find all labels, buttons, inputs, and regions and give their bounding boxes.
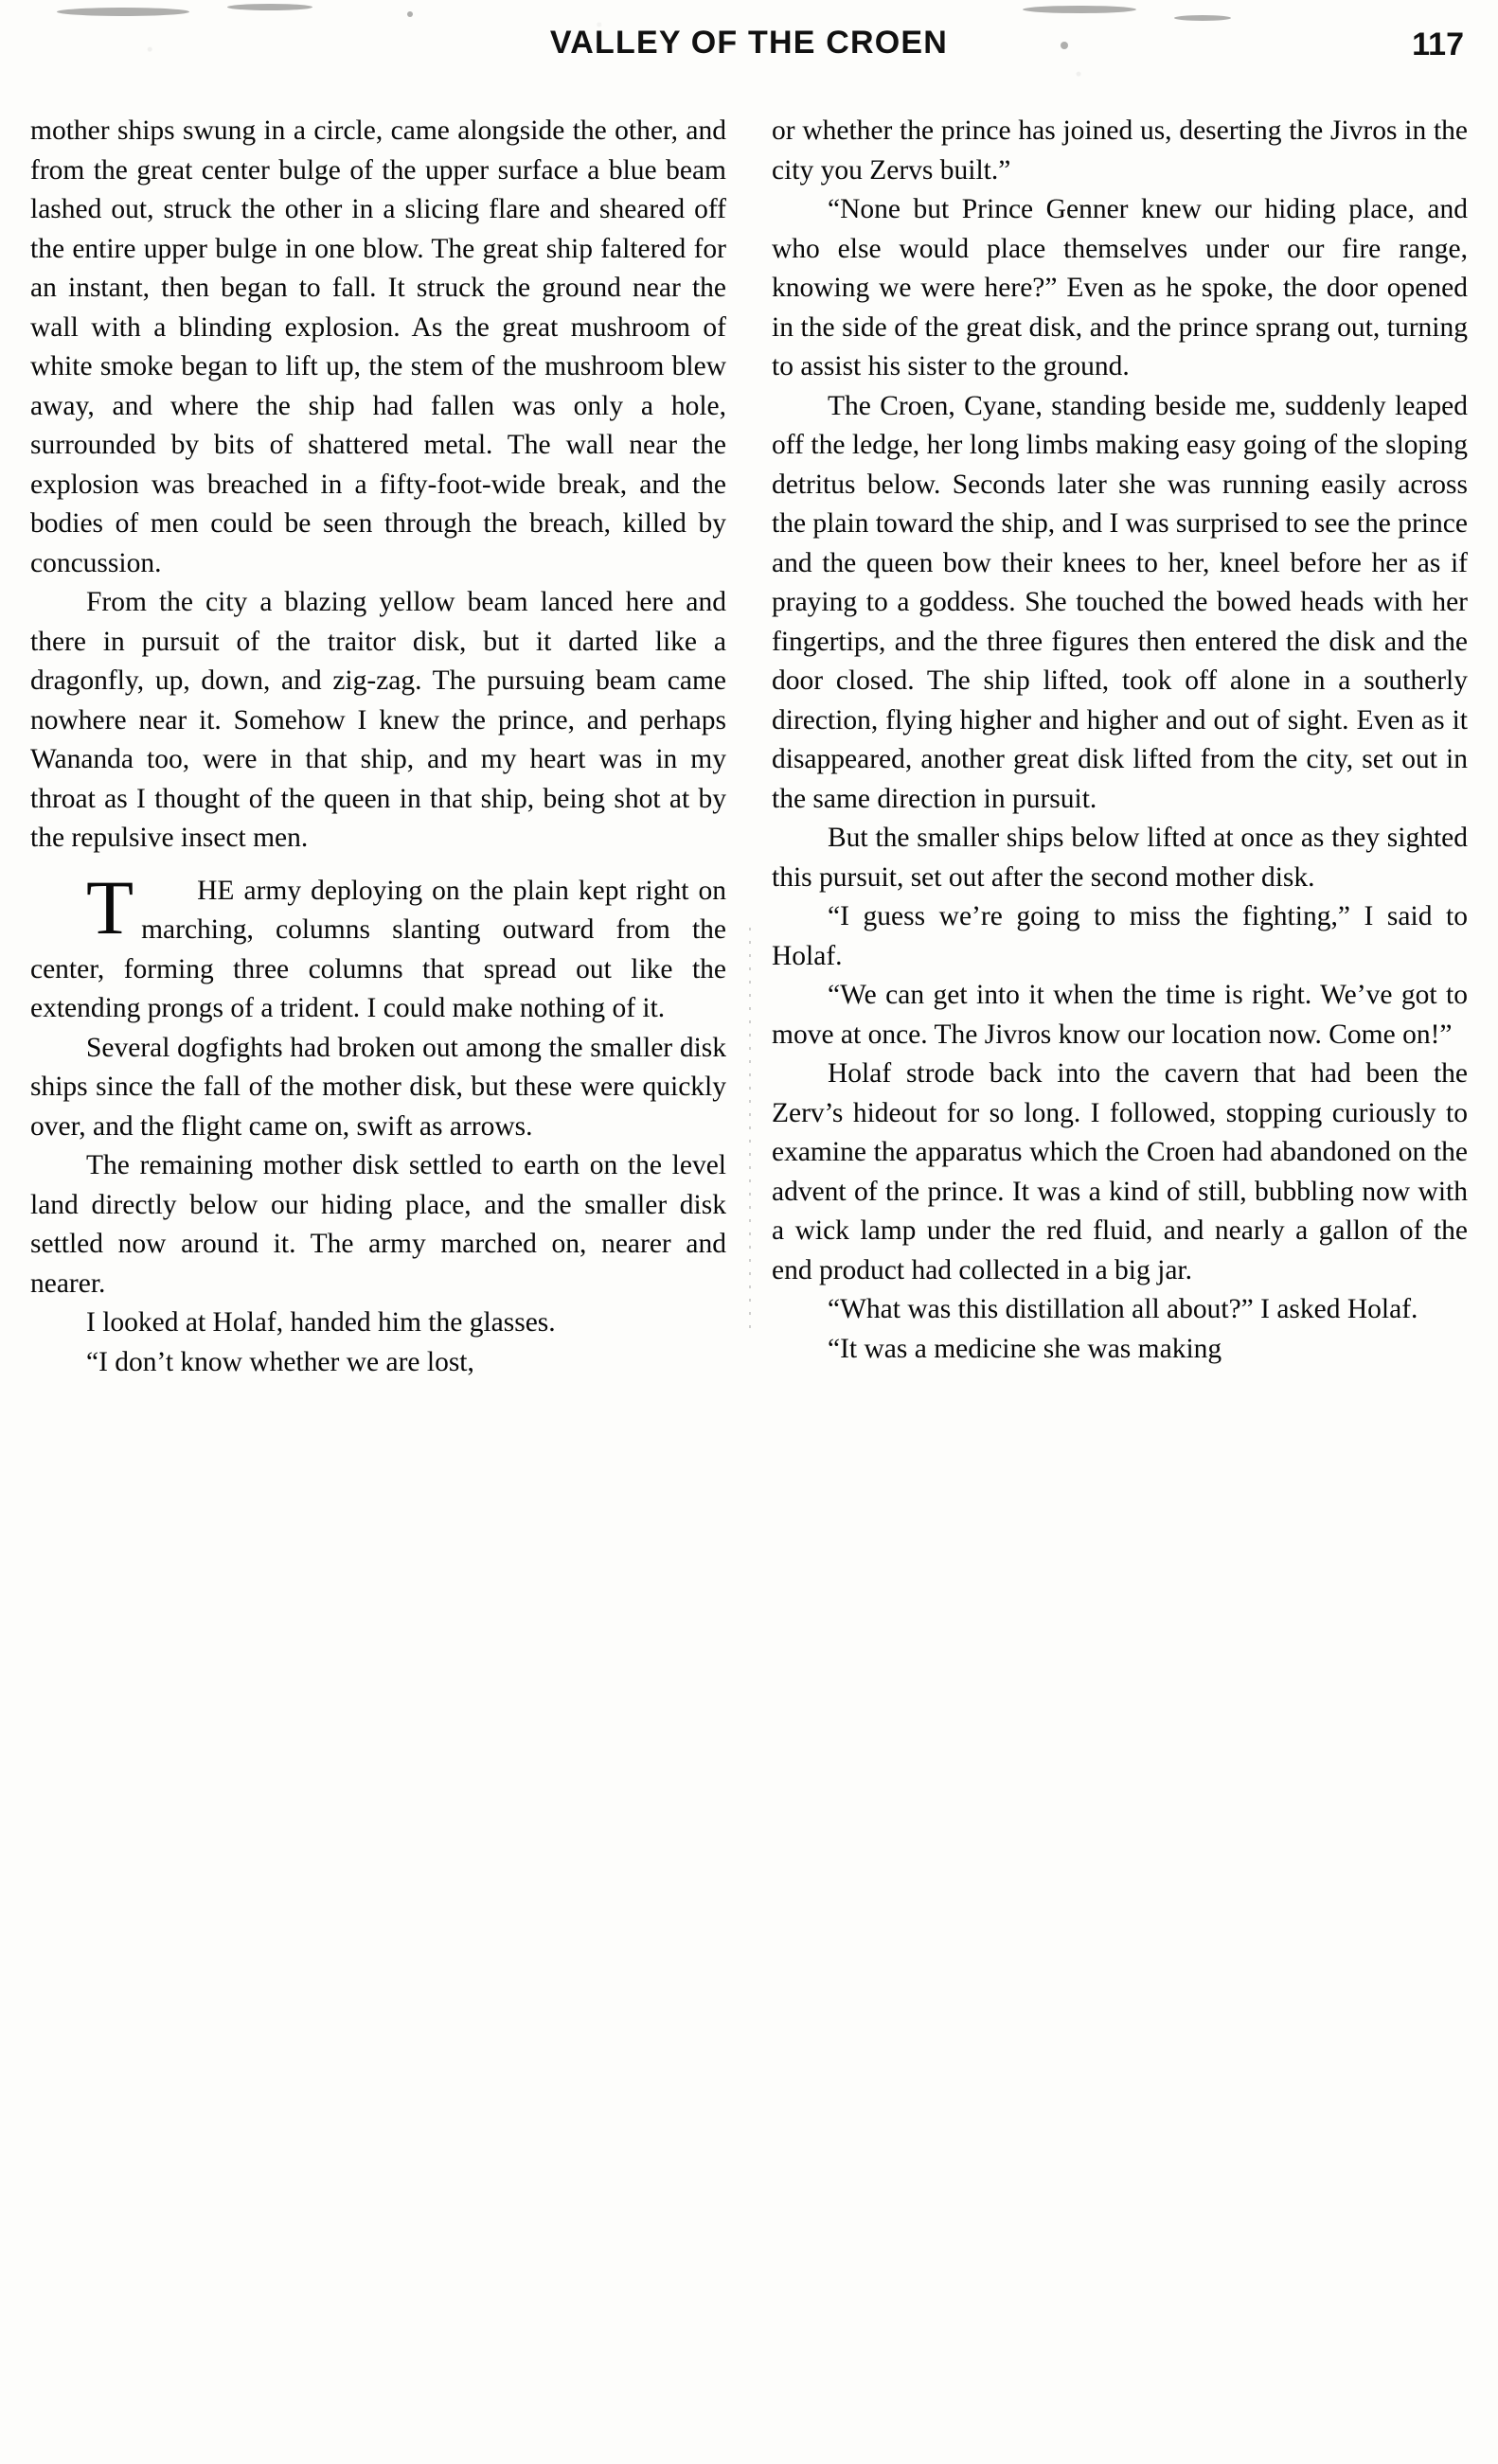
paragraph: mother ships swung in a circle, came alongside the other, and from the great center bulge of the upper surface a blue beam lashed out, struck the other in a slicing flare and sheared off the entire upper bulge in one blow. The great ship faltered for an instant, then began to fall. It struck the ground near the wall with a blinding explosion. As the great mushroom of white smoke began to lift up, the stem of the mushroom blew away, and where the ship had fallen was only a hole, surrounded by bits of shattered metal. The wall near the explosion was breached in a fifty-foot-wide break, and the bodies of men could be seen through the breach, killed by concussion. [30,115,726,578]
page-title: VALLEY OF THE CROEN [549,25,949,61]
paragraph [30,863,726,1029]
scan-speckle [407,11,413,17]
scan-speckle [1023,6,1136,13]
text-columns [30,112,1468,2447]
column-left [30,112,726,2447]
scan-speckle [227,4,312,10]
paragraph: “We can get into it when the time is right. We’ve got to move at once. The Jivros know our location now. Come on!” [772,980,1468,1050]
paragraph: “I guess we’re going to miss the fighting,” I said to Holaf. [772,901,1468,971]
scan-speckle [57,8,189,16]
paragraph: “None but Prince Genner knew our hiding place, and who else would place themselves under our fire range, knowing we were here?” Even as he spoke, the door opened in the side of the great disk, and the prince sprang out, turning to assist his sister to the ground. [772,194,1468,381]
small-caps-lead: HE [197,875,235,906]
scan-speckle [1174,15,1231,21]
paragraph: Holaf strode back into the cavern that had been the Zerv’s hideout for so long. I followed, stopping curiously to examine the apparatus which the Croen had abandoned on the advent of the prince. It was a kind of still, bubbling now with a wick lamp under the red fluid, and nearly a gallon of the end product had collected in a big jar. [772,1058,1468,1285]
paragraph: or whether the prince has joined us, deserting the Jivros in the city you Zervs built.” [772,115,1468,186]
paragraph: The remaining mother disk settled to earth on the level land directly below our hiding place, and the smaller disk settled now around it. The army marched on, nearer and nearer. [30,1150,726,1299]
paragraph-text: army deploying on the plain kept right on marching, columns slanting outward from the center, forming three columns that spread out like the extending prongs of a trident. I could make nothing of it. [30,875,726,1023]
running-header [0,25,1498,80]
paragraph: The Croen, Cyane, standing beside me, suddenly leaped off the ledge, her long limbs making easy going of the sloping detritus below. Seconds later she was running easily across the plain toward the ship, and I was surprised to see the prince and the queen bow their knees to her, kneel before her as if praying to a goddess. She touched the bowed heads with her fingertips, and the three figures then entered the disk and the door closed. The ship lifted, took off alone in a southerly direction, flying higher and higher and out of sight. Even as it disappeared, another great disk lifted from the city, set out in the same direction in pursuit. [772,390,1468,814]
paragraph: Several dogfights had broken out among the smaller disk ships since the fall of the mother disk, but these were quickly over, and the flight came on, swift as arrows. [30,1032,726,1142]
paragraph: “I don’t know whether we are lost, [86,1346,474,1377]
paragraph: “It was a medicine she was making [828,1333,1222,1364]
paragraph: I looked at Holaf, handed him the glasses. [86,1307,556,1338]
paragraph: “What was this distillation all about?” I asked Holaf. [828,1294,1418,1324]
page-number: 117 [1412,27,1464,62]
column-right [772,112,1468,2447]
drop-cap: T [86,863,134,950]
paragraph: From the city a blazing yellow beam lanced here and there in pursuit of the traitor disk, but it darted like a dragonfly, up, down, and zig-zag. The pursuing beam came nowhere near it. Somehow I knew the prince, and perhaps Wananda too, were in that ship, and my heart was in my throat as I thought of the queen in that ship, being shot at by the repulsive insect men. [30,587,726,853]
paragraph: But the smaller ships below lifted at once as they sighted this pursuit, set out after the second mother disk. [772,823,1468,893]
